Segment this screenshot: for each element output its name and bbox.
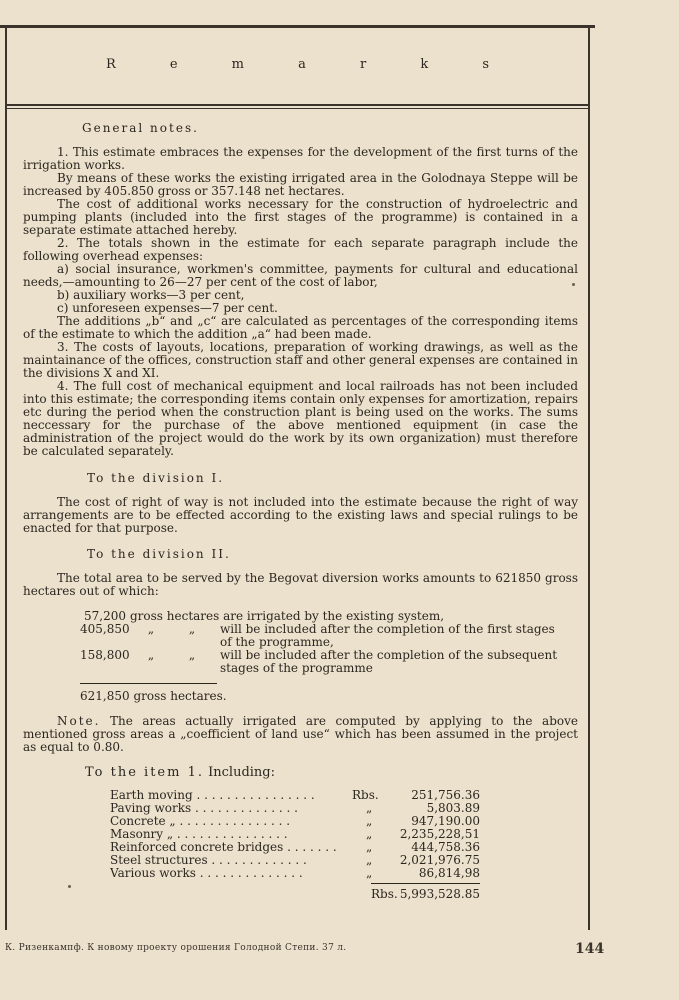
cost-currency: „: [366, 866, 373, 880]
general-p1: 1. This estimate embraces the expenses for the development of the first turns of the irrigation works.: [23, 145, 578, 172]
general-p7: c) unforeseen expenses—7 per cent.: [57, 301, 278, 315]
cost-currency: „: [366, 814, 373, 828]
area-value: 158,800: [80, 648, 130, 662]
general-p6: b) auxiliary works—3 per cent,: [57, 288, 245, 302]
cost-value: 2,021,976.75: [399, 853, 480, 867]
frame-top-extension-right: [590, 25, 595, 28]
division2-intro: The total area to be served by the Begovat diversion works amounts to 621850 gross hectares out of which:: [23, 571, 578, 598]
cost-total-value: 5,993,528.85: [399, 887, 480, 901]
header-rule-thin: [5, 108, 590, 109]
general-notes-heading: General notes.: [82, 121, 199, 135]
item1-heading: To the item 1.: [85, 765, 204, 780]
footer-citation: К. Ризенкампф. К новому проекту орошения Голодной Степи. 37 л.: [5, 943, 347, 953]
division1-text: The cost of right of way is not included into the estimate because the right of way arrangements are to be effected according to the existing laws and special rulings to be enacted for that purpose.: [23, 495, 578, 535]
general-p3: The cost of additional works necessary for the construction of hydroelectric and pumping plants (included into the first stages of the programme) is contained in a separate estimate attached hereby.: [23, 197, 578, 237]
ditto-mark: „: [147, 622, 155, 636]
cost-table: [110, 789, 480, 880]
cost-value: 444,758.36: [411, 840, 480, 854]
ditto-mark: „: [188, 622, 196, 636]
page-content: [23, 122, 578, 901]
cost-currency: „: [366, 853, 373, 867]
cost-currency: „: [366, 801, 373, 815]
item1-heading-suffix: Including:: [208, 765, 275, 780]
cost-label: Reinforced concrete bridges . . . . . . .: [110, 841, 337, 854]
cost-label: Various works . . . . . . . . . . . . . .: [110, 867, 303, 880]
area-description: gross hectares are irrigated by the existing system,: [130, 609, 445, 623]
cost-value: 86,814,98: [418, 866, 480, 880]
area-description: will be included after the completion of the subsequent: [220, 648, 558, 662]
area-description-continued: of the programme,: [220, 635, 334, 649]
cost-currency: „: [366, 840, 373, 854]
cost-sum-rule: [371, 883, 480, 884]
general-p10: 4. The full cost of mechanical equipment and local railroads has not been included into this estimate; the corresponding items contain only expenses for amortization, repairs etc during the period when the construction plant is being used on the works. The sums neccessary for the purchase of the above mentioned equipment (in case the administration of the project would do the work by its own organization) must therefore be calculated separately.: [23, 379, 578, 458]
note-label: Note.: [57, 714, 101, 728]
page-number: 144: [575, 941, 605, 957]
cost-label: Earth moving . . . . . . . . . . . . . . . .: [110, 789, 315, 802]
cost-value: 947,190.00: [411, 814, 480, 828]
cost-currency: Rbs.: [352, 788, 379, 802]
cost-row: [110, 867, 480, 880]
area-description: will be included after the completion of the first stages: [220, 622, 555, 636]
page-title: R e m a r k s: [105, 57, 515, 72]
cost-value: 251,756.36: [411, 788, 480, 802]
general-p4: 2. The totals shown in the estimate for each separate paragraph include the following overhead expenses:: [23, 236, 578, 263]
area-value: 57,200: [84, 609, 126, 623]
cost-value: 2,235,228,51: [399, 827, 480, 841]
general-p5: a) social insurance, workmen's committee, payments for cultural and educational needs,—amounting to 26—27 per cent of the cost of labor,: [23, 262, 578, 289]
general-p9: 3. The costs of layouts, locations, preparation of working drawings, as well as the maintainance of the offices, construction staff and other general expenses are contained in the divisions X and XI.: [23, 340, 578, 380]
cost-label: Steel structures . . . . . . . . . . . . .: [110, 854, 307, 867]
cost-value: 5,803.89: [426, 801, 480, 815]
paper-speck: [68, 885, 71, 888]
ditto-mark: „: [147, 648, 155, 662]
area-sum-rule: [80, 683, 217, 684]
area-description-continued: stages of the programme: [220, 661, 373, 675]
ditto-mark: „: [188, 648, 196, 662]
area-value: 405,850: [80, 622, 130, 636]
cost-row: [110, 789, 480, 802]
general-p2: By means of these works the existing irrigated area in the Golodnaya Steppe will be increased by 405.850 gross or 357.148 net hectares.: [23, 171, 578, 198]
general-p8: The additions „b“ and „c“ are calculated as percentages of the corresponding items of the estimate to which the addition „a“ had been made.: [23, 314, 578, 341]
note-text: The areas actually irrigated are computed by applying to the above mentioned gross areas a „coefficient of land use“ which has been assumed in the project as equal to 0.80.: [23, 714, 578, 754]
cost-label: Masonry „ . . . . . . . . . . . . . . .: [110, 828, 288, 841]
cost-label: Paving works . . . . . . . . . . . . . .: [110, 802, 298, 815]
cost-total-currency: Rbs.: [371, 887, 398, 901]
paper-speck: [572, 283, 575, 286]
area-table: [80, 610, 578, 675]
cost-currency: „: [366, 827, 373, 841]
division1-heading: To the division I.: [87, 471, 225, 485]
cost-label: Concrete „ . . . . . . . . . . . . . . .: [110, 815, 291, 828]
area-total: 621,850 gross hectares.: [80, 689, 227, 703]
division2-heading: To the division II.: [87, 547, 231, 561]
cost-total-row: [371, 888, 480, 901]
header-rule: [5, 104, 590, 106]
